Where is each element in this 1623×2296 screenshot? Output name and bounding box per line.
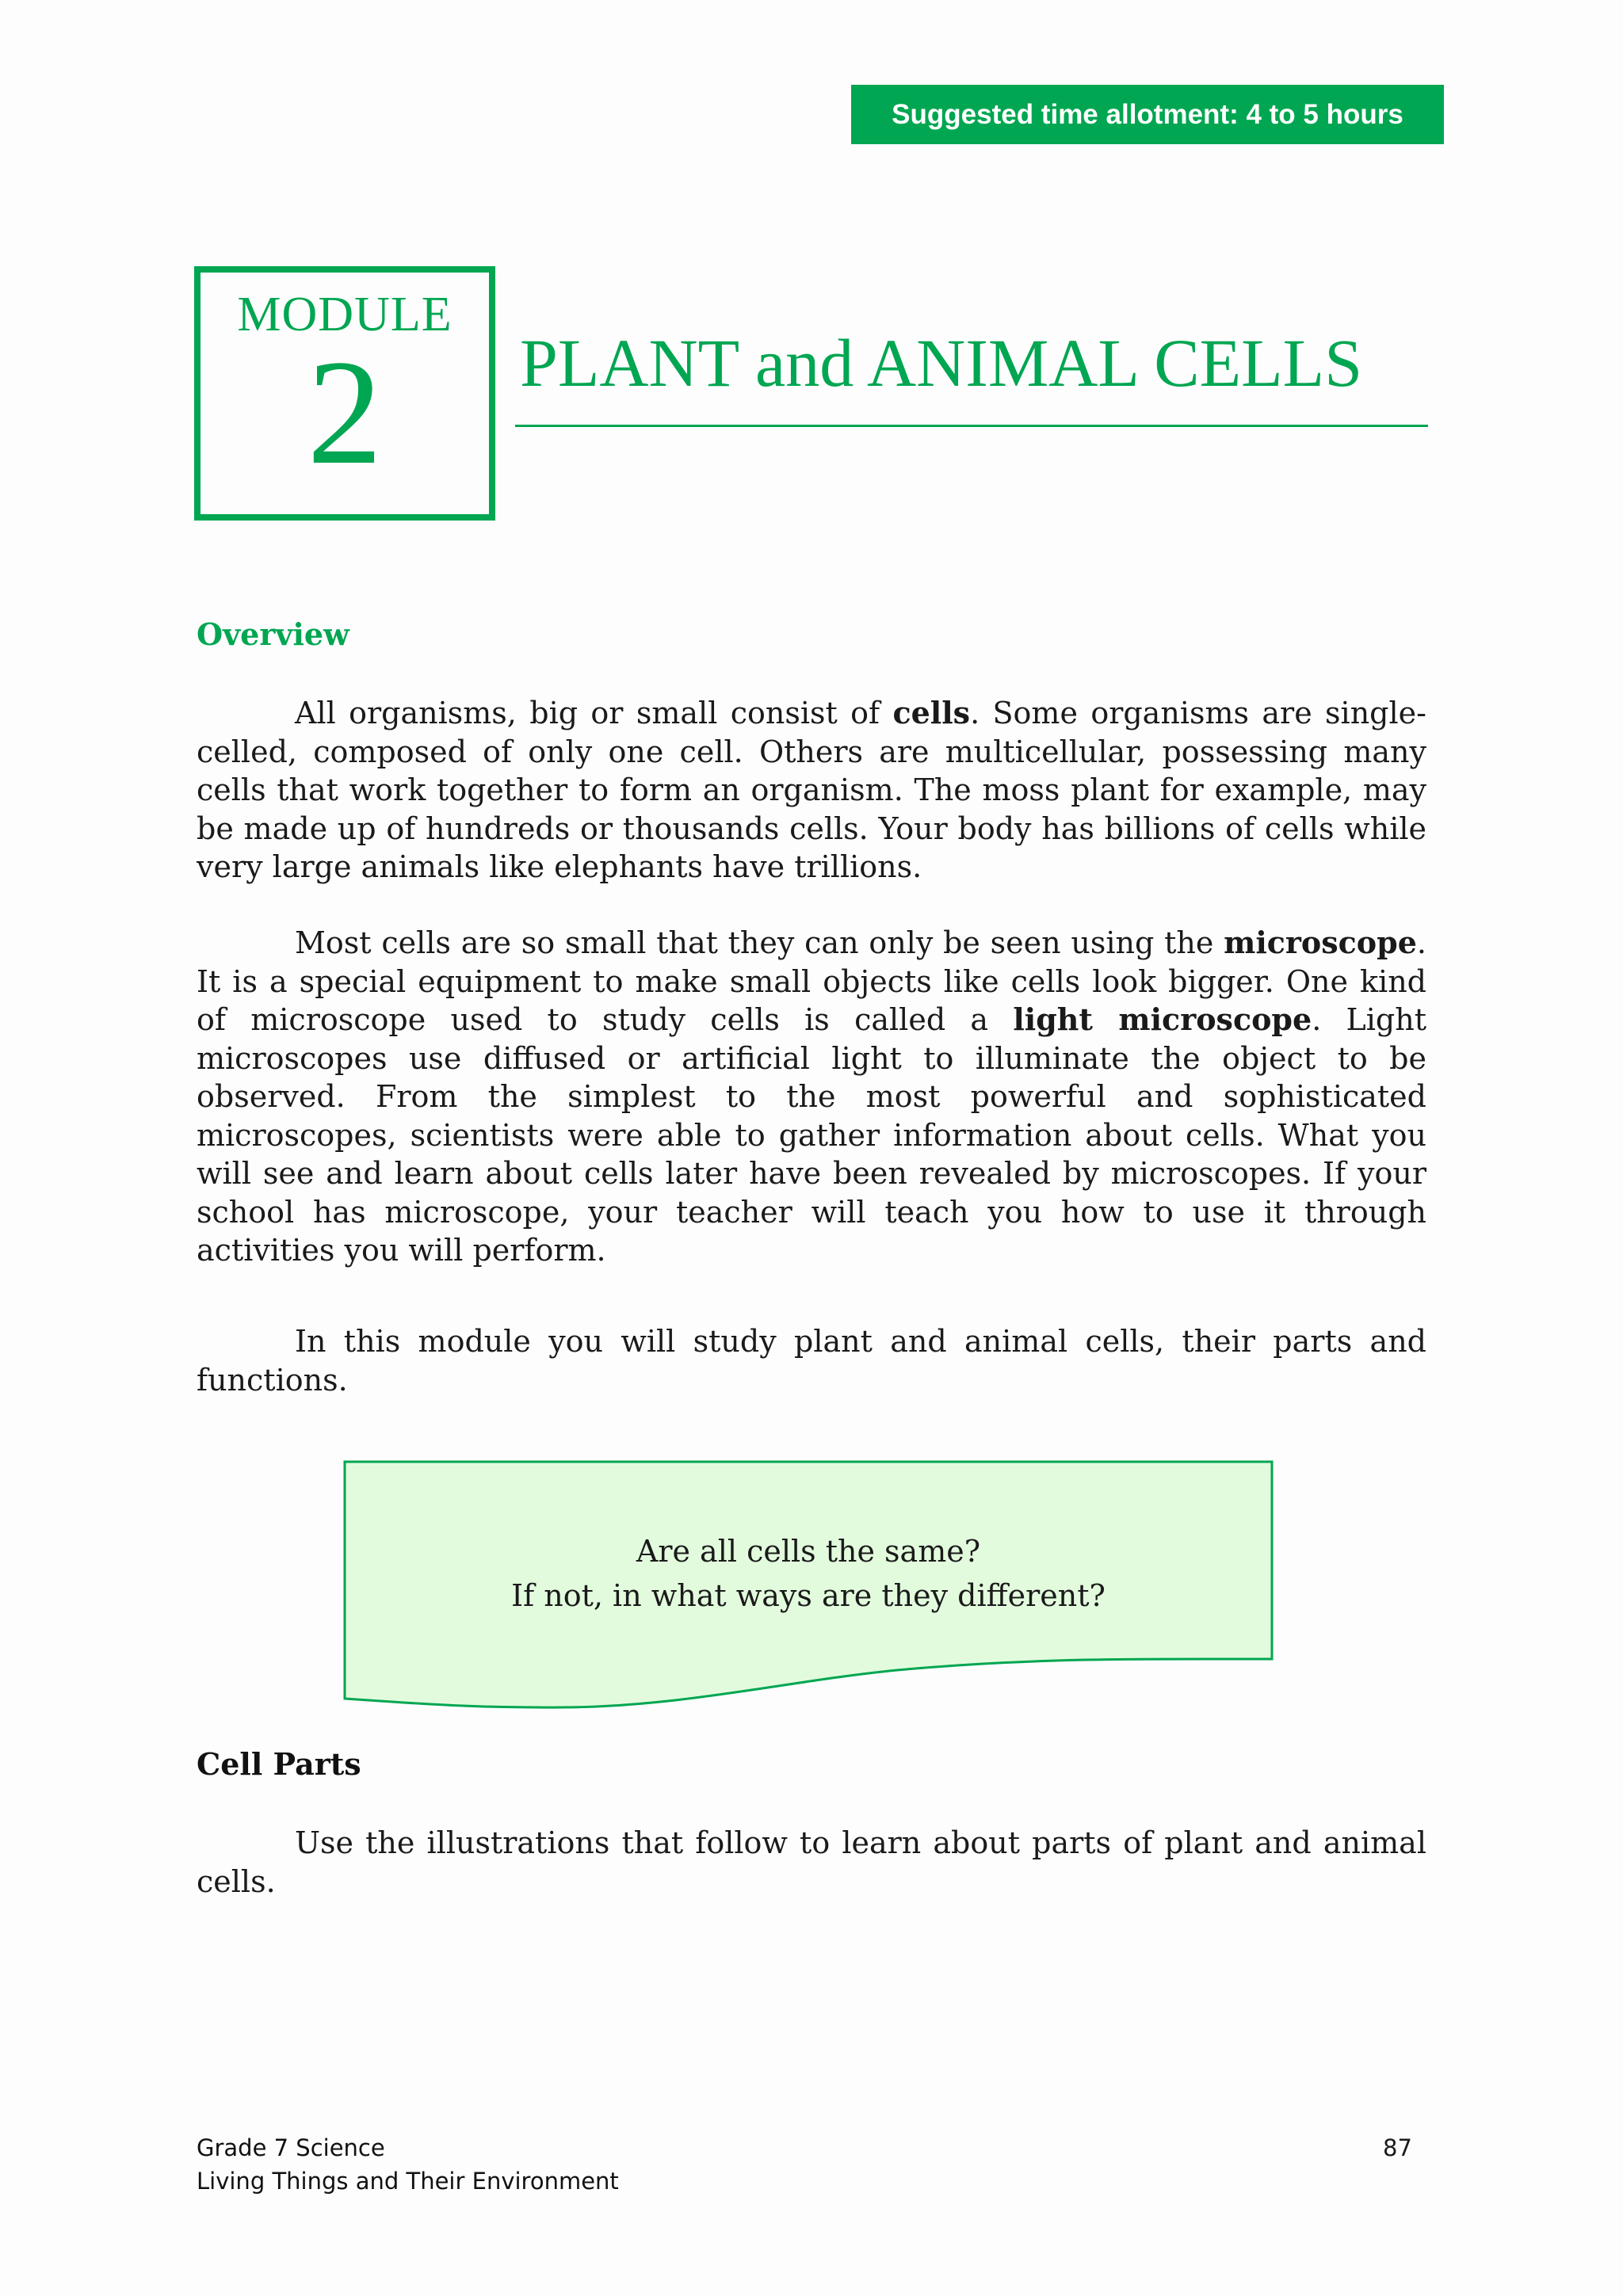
cell-parts-paragraph	[197, 1824, 1426, 1901]
text-run: In this module you will study plant and animal cells, their parts and functions.	[197, 1324, 1426, 1398]
text-run: . Some organisms are single-celled, composed of only one cell. Others are multicellular, possessing many cells that work together to form an organism. The moss plant for example, may be made up of hundreds or thousands cells. Your body has billions of cells while very large animals like elephants have trillions.	[197, 696, 1426, 884]
page-number: 87	[1383, 2134, 1412, 2161]
term-cells: cells	[892, 695, 971, 730]
text-run: . Light microscopes use diffused or artificial light to illuminate the object to be observed. From the simplest to the most powerful and sophisticated microscopes, scientists were able to gather information about cells. What you will see and learn about cells later have been revealed by microscopes. If your school has microscope, your teacher will teach you how to use it through activities you will perform.	[197, 1002, 1427, 1268]
text-run: Most cells are so small that they can only be seen using the	[295, 925, 1224, 960]
time-allotment-badge: Suggested time allotment: 4 to 5 hours	[851, 85, 1444, 144]
module-number-box	[194, 266, 495, 521]
text-run: Use the illustrations that follow to learn about parts of plant and animal cells.	[197, 1825, 1426, 1899]
term-microscope: microscope	[1224, 925, 1417, 960]
overview-heading: Overview	[197, 616, 349, 652]
text-run: . It is a special equipment to make small objects like cells look bigger. One kind of microscope used to study cells is called a	[197, 925, 1426, 1037]
overview-paragraph-1	[197, 694, 1426, 887]
footer-subject: Grade 7 Science	[197, 2134, 385, 2161]
question-line-1: Are all cells the same?	[636, 1534, 981, 1569]
text-run: All organisms, big or small consist of	[295, 696, 893, 730]
module-number: 2	[307, 330, 383, 496]
page-footer	[197, 2131, 619, 2198]
module-title: PLANT and ANIMAL CELLS	[520, 325, 1363, 401]
footer-unit: Living Things and Their Environment	[197, 2168, 619, 2195]
title-underline	[515, 425, 1428, 427]
question-callout	[342, 1459, 1274, 1710]
overview-paragraph-2	[197, 924, 1426, 1270]
question-line-2: If not, in what ways are they different?	[511, 1578, 1106, 1613]
overview-paragraph-3	[197, 1322, 1426, 1399]
module-label: MODULE	[237, 288, 453, 341]
cell-parts-heading: Cell Parts	[197, 1746, 361, 1782]
question-text	[342, 1529, 1274, 1618]
term-light-microscope: light microscope	[1013, 1001, 1312, 1037]
